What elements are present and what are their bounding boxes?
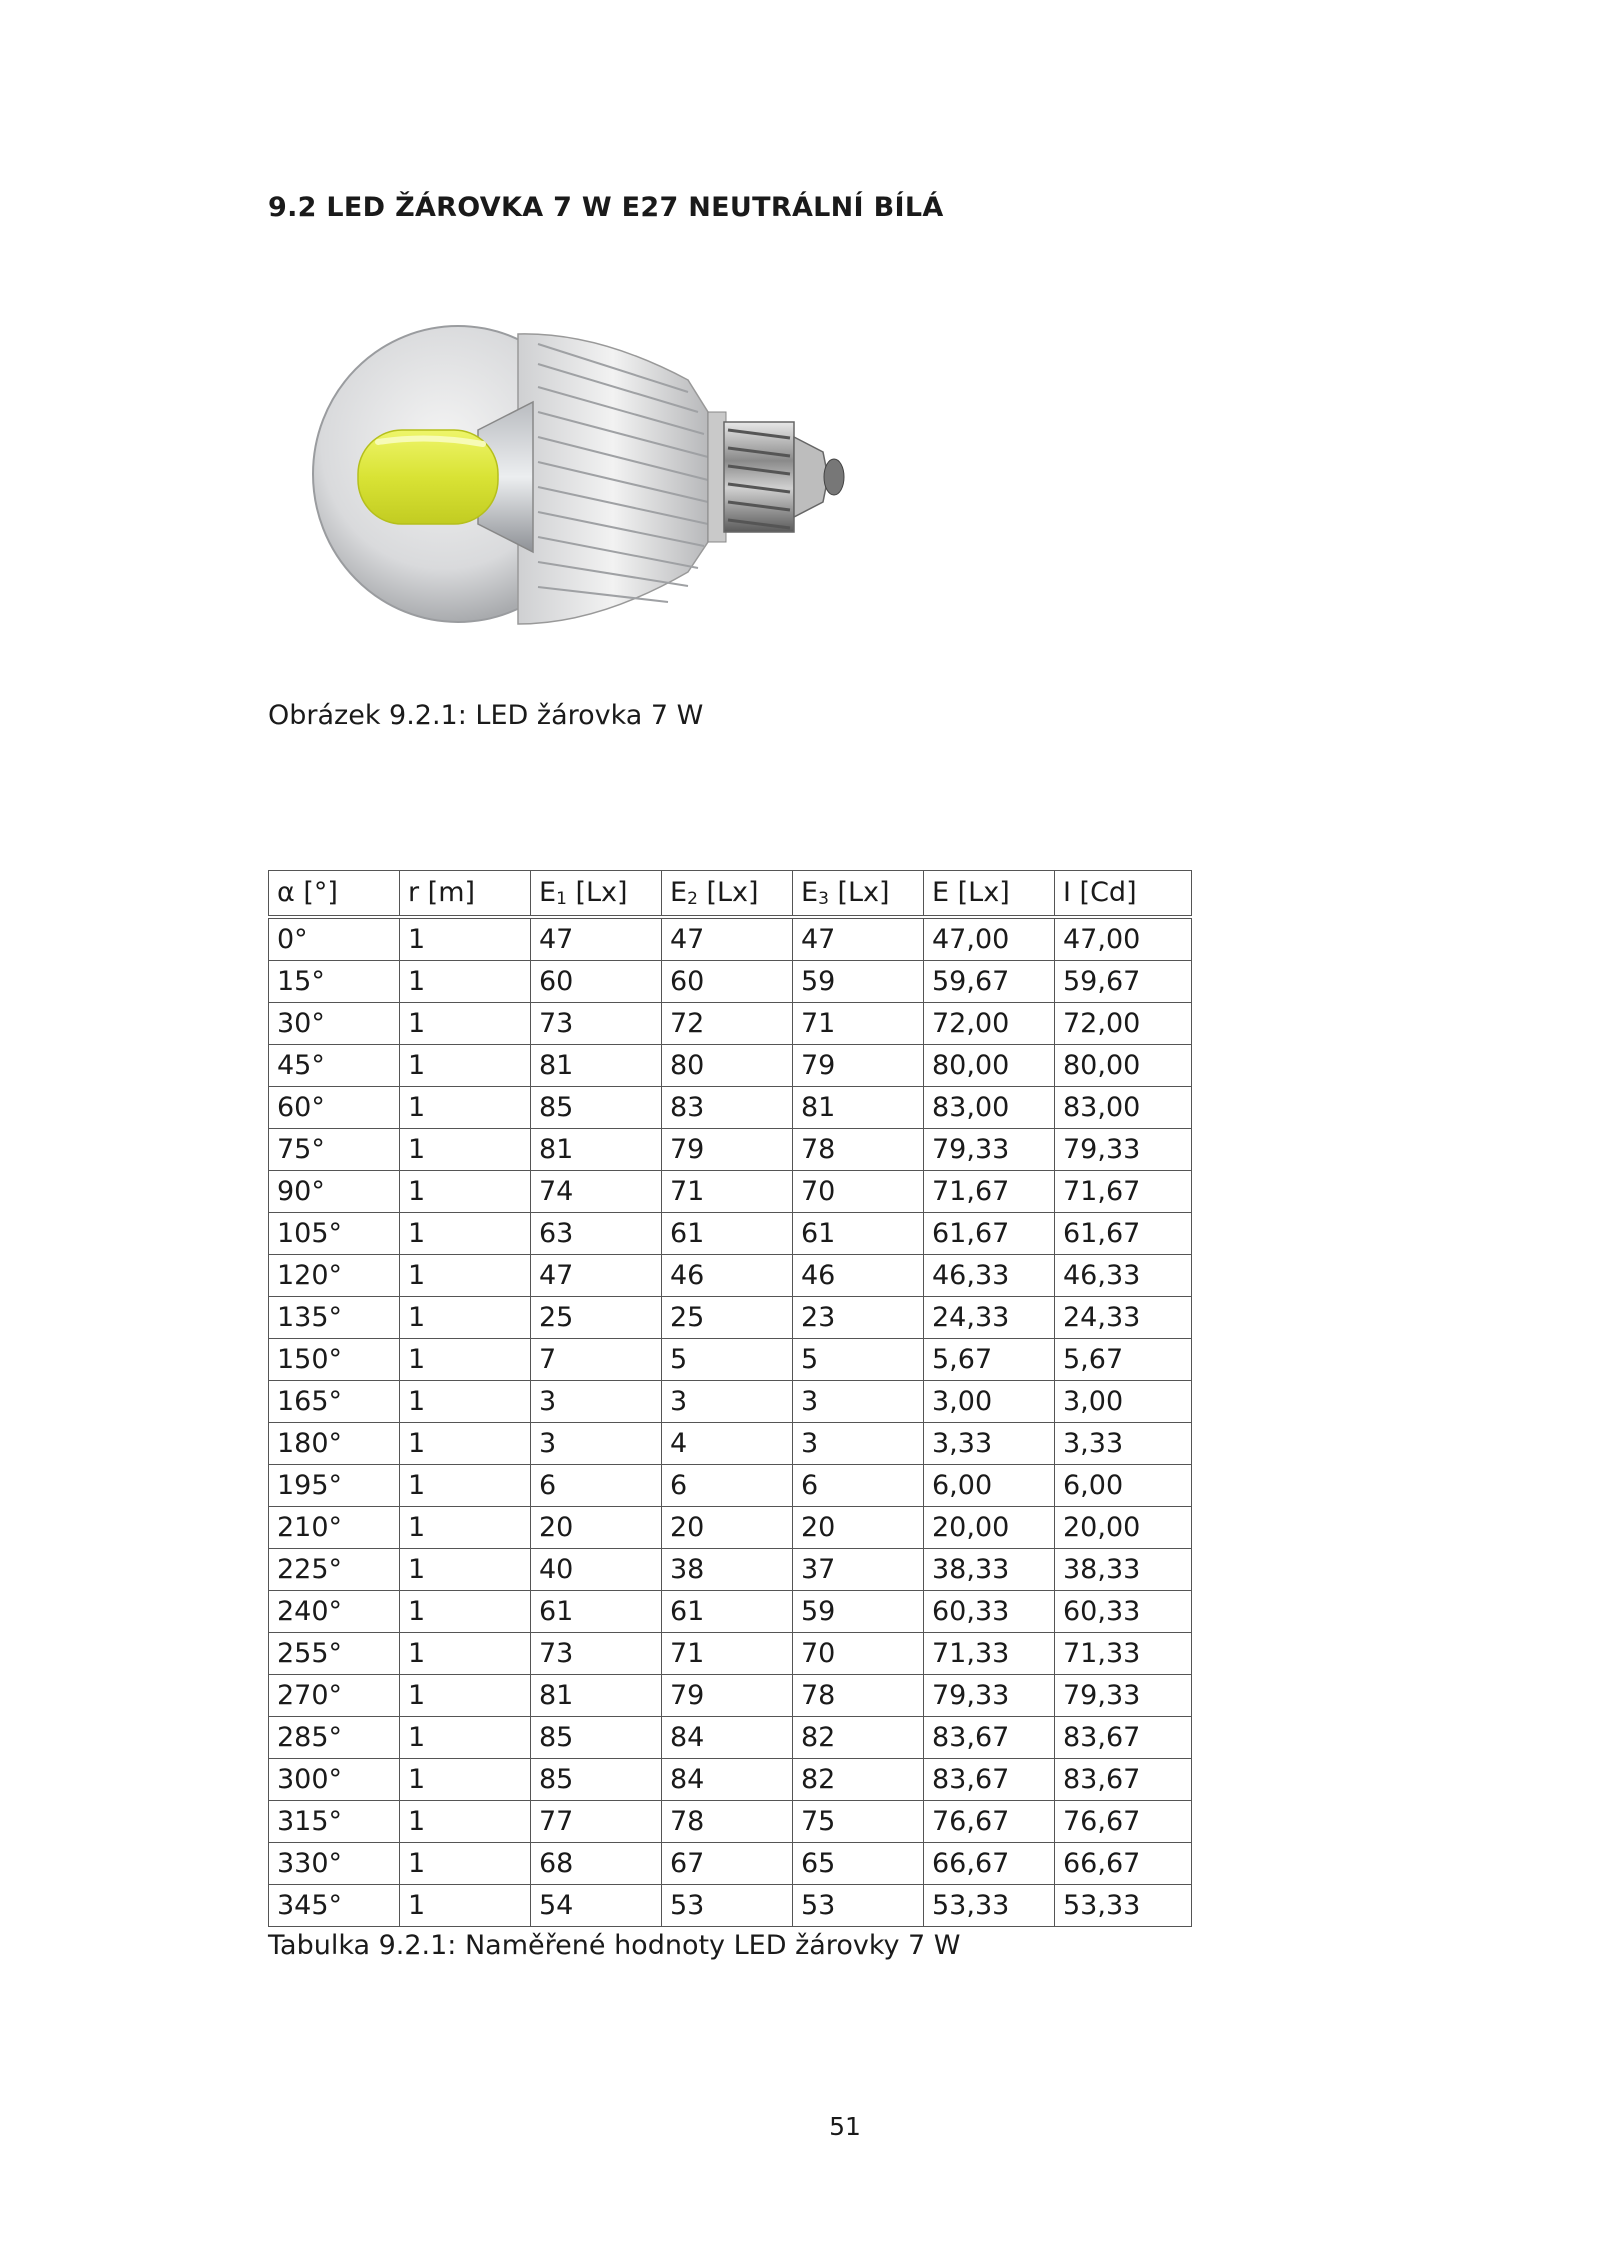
cell-e1: 74 bbox=[531, 1171, 662, 1213]
table-row bbox=[269, 1339, 1192, 1381]
cell-e: 71,33 bbox=[924, 1633, 1055, 1675]
cell-alpha: 45° bbox=[269, 1045, 400, 1087]
cell-e: 24,33 bbox=[924, 1297, 1055, 1339]
cell-e3: 82 bbox=[793, 1717, 924, 1759]
header-e2-sub: 2 bbox=[687, 889, 698, 909]
cell-alpha: 30° bbox=[269, 1003, 400, 1045]
cell-i: 83,67 bbox=[1055, 1717, 1192, 1759]
table-row bbox=[269, 1549, 1192, 1591]
cell-i: 60,33 bbox=[1055, 1591, 1192, 1633]
cell-alpha: 240° bbox=[269, 1591, 400, 1633]
header-alpha: α [°] bbox=[269, 871, 400, 918]
cell-e2: 84 bbox=[662, 1717, 793, 1759]
cell-r: 1 bbox=[400, 1465, 531, 1507]
cell-e: 38,33 bbox=[924, 1549, 1055, 1591]
cell-alpha: 285° bbox=[269, 1717, 400, 1759]
cell-alpha: 195° bbox=[269, 1465, 400, 1507]
cell-r: 1 bbox=[400, 1885, 531, 1927]
cell-e3: 65 bbox=[793, 1843, 924, 1885]
cell-e: 20,00 bbox=[924, 1507, 1055, 1549]
cell-e2: 61 bbox=[662, 1591, 793, 1633]
cell-e2: 80 bbox=[662, 1045, 793, 1087]
cell-e3: 75 bbox=[793, 1801, 924, 1843]
cell-e3: 59 bbox=[793, 1591, 924, 1633]
cell-e1: 63 bbox=[531, 1213, 662, 1255]
cell-alpha: 105° bbox=[269, 1213, 400, 1255]
cell-i: 47,00 bbox=[1055, 917, 1192, 961]
table-row bbox=[269, 1843, 1192, 1885]
cell-alpha: 330° bbox=[269, 1843, 400, 1885]
cell-e1: 54 bbox=[531, 1885, 662, 1927]
cell-e3: 61 bbox=[793, 1213, 924, 1255]
cell-i: 79,33 bbox=[1055, 1675, 1192, 1717]
cell-e: 83,67 bbox=[924, 1717, 1055, 1759]
cell-r: 1 bbox=[400, 1213, 531, 1255]
cell-i: 24,33 bbox=[1055, 1297, 1192, 1339]
cell-r: 1 bbox=[400, 1129, 531, 1171]
cell-alpha: 255° bbox=[269, 1633, 400, 1675]
cell-i: 3,00 bbox=[1055, 1381, 1192, 1423]
cell-e: 5,67 bbox=[924, 1339, 1055, 1381]
cell-alpha: 210° bbox=[269, 1507, 400, 1549]
table-row bbox=[269, 1213, 1192, 1255]
cell-i: 6,00 bbox=[1055, 1465, 1192, 1507]
cell-e2: 25 bbox=[662, 1297, 793, 1339]
cell-r: 1 bbox=[400, 1843, 531, 1885]
cell-e1: 73 bbox=[531, 1633, 662, 1675]
cell-e2: 83 bbox=[662, 1087, 793, 1129]
table-row bbox=[269, 1675, 1192, 1717]
cell-i: 5,67 bbox=[1055, 1339, 1192, 1381]
table-row bbox=[269, 1465, 1192, 1507]
table-row bbox=[269, 1381, 1192, 1423]
cell-e2: 20 bbox=[662, 1507, 793, 1549]
header-e3-sub: 3 bbox=[818, 889, 829, 909]
cell-alpha: 120° bbox=[269, 1255, 400, 1297]
table-row bbox=[269, 1885, 1192, 1927]
header-e3 bbox=[793, 871, 924, 918]
cell-e3: 70 bbox=[793, 1633, 924, 1675]
cell-e1: 7 bbox=[531, 1339, 662, 1381]
cell-alpha: 345° bbox=[269, 1885, 400, 1927]
cell-r: 1 bbox=[400, 961, 531, 1003]
cell-r: 1 bbox=[400, 1003, 531, 1045]
cell-e2: 53 bbox=[662, 1885, 793, 1927]
cell-i: 53,33 bbox=[1055, 1885, 1192, 1927]
table-row bbox=[269, 917, 1192, 961]
cell-e3: 6 bbox=[793, 1465, 924, 1507]
page-number: 51 bbox=[829, 2112, 861, 2141]
header-e3-base: E bbox=[801, 877, 819, 908]
table-row bbox=[269, 1045, 1192, 1087]
cell-alpha: 300° bbox=[269, 1759, 400, 1801]
cell-e1: 85 bbox=[531, 1717, 662, 1759]
cell-r: 1 bbox=[400, 1171, 531, 1213]
header-e1-base: E bbox=[539, 877, 557, 908]
cell-alpha: 60° bbox=[269, 1087, 400, 1129]
cell-e: 46,33 bbox=[924, 1255, 1055, 1297]
table-row bbox=[269, 961, 1192, 1003]
cell-e2: 79 bbox=[662, 1675, 793, 1717]
table-row bbox=[269, 1255, 1192, 1297]
cell-e2: 79 bbox=[662, 1129, 793, 1171]
cell-e2: 67 bbox=[662, 1843, 793, 1885]
cell-e2: 6 bbox=[662, 1465, 793, 1507]
cell-alpha: 180° bbox=[269, 1423, 400, 1465]
cell-e1: 85 bbox=[531, 1087, 662, 1129]
table-row bbox=[269, 1087, 1192, 1129]
table-row bbox=[269, 1717, 1192, 1759]
cell-i: 83,00 bbox=[1055, 1087, 1192, 1129]
header-e2-base: E bbox=[670, 877, 688, 908]
cell-e: 83,67 bbox=[924, 1759, 1055, 1801]
cell-r: 1 bbox=[400, 1633, 531, 1675]
cell-e2: 5 bbox=[662, 1339, 793, 1381]
cell-r: 1 bbox=[400, 1381, 531, 1423]
cell-alpha: 165° bbox=[269, 1381, 400, 1423]
table-row bbox=[269, 1171, 1192, 1213]
cell-e1: 47 bbox=[531, 1255, 662, 1297]
cell-e3: 20 bbox=[793, 1507, 924, 1549]
cell-e: 76,67 bbox=[924, 1801, 1055, 1843]
cell-e3: 59 bbox=[793, 961, 924, 1003]
cell-r: 1 bbox=[400, 1549, 531, 1591]
table-row bbox=[269, 1297, 1192, 1339]
table-row bbox=[269, 1003, 1192, 1045]
cell-i: 3,33 bbox=[1055, 1423, 1192, 1465]
cell-e: 71,67 bbox=[924, 1171, 1055, 1213]
cell-e1: 77 bbox=[531, 1801, 662, 1843]
cell-e: 79,33 bbox=[924, 1129, 1055, 1171]
cell-alpha: 75° bbox=[269, 1129, 400, 1171]
table-body bbox=[269, 917, 1192, 1927]
cell-e3: 3 bbox=[793, 1423, 924, 1465]
cell-e1: 81 bbox=[531, 1675, 662, 1717]
cell-e2: 72 bbox=[662, 1003, 793, 1045]
cell-e3: 78 bbox=[793, 1675, 924, 1717]
cell-e2: 78 bbox=[662, 1801, 793, 1843]
cell-alpha: 150° bbox=[269, 1339, 400, 1381]
cell-e: 47,00 bbox=[924, 917, 1055, 961]
cell-e1: 3 bbox=[531, 1381, 662, 1423]
cell-e2: 3 bbox=[662, 1381, 793, 1423]
cell-i: 80,00 bbox=[1055, 1045, 1192, 1087]
led-bulb-photo bbox=[268, 252, 868, 682]
table-header-row bbox=[269, 871, 1192, 918]
header-e: E [Lx] bbox=[924, 871, 1055, 918]
cell-r: 1 bbox=[400, 1591, 531, 1633]
cell-i: 20,00 bbox=[1055, 1507, 1192, 1549]
cell-e3: 82 bbox=[793, 1759, 924, 1801]
cell-e2: 61 bbox=[662, 1213, 793, 1255]
cell-i: 71,67 bbox=[1055, 1171, 1192, 1213]
cell-e1: 47 bbox=[531, 917, 662, 961]
cell-e2: 4 bbox=[662, 1423, 793, 1465]
cell-e3: 47 bbox=[793, 917, 924, 961]
header-e3-unit: [Lx] bbox=[828, 877, 890, 908]
table-row bbox=[269, 1759, 1192, 1801]
cell-i: 66,67 bbox=[1055, 1843, 1192, 1885]
cell-e1: 81 bbox=[531, 1045, 662, 1087]
cell-e: 66,67 bbox=[924, 1843, 1055, 1885]
table-row bbox=[269, 1129, 1192, 1171]
cell-r: 1 bbox=[400, 1255, 531, 1297]
table-row bbox=[269, 1633, 1192, 1675]
cell-r: 1 bbox=[400, 1801, 531, 1843]
cell-i: 83,67 bbox=[1055, 1759, 1192, 1801]
cell-e3: 71 bbox=[793, 1003, 924, 1045]
table-caption: Tabulka 9.2.1: Naměřené hodnoty LED žárovky 7 W bbox=[268, 1930, 961, 1961]
cell-r: 1 bbox=[400, 1675, 531, 1717]
cell-i: 71,33 bbox=[1055, 1633, 1192, 1675]
cell-e: 60,33 bbox=[924, 1591, 1055, 1633]
cell-e1: 25 bbox=[531, 1297, 662, 1339]
cell-e: 72,00 bbox=[924, 1003, 1055, 1045]
cell-e: 61,67 bbox=[924, 1213, 1055, 1255]
cell-alpha: 0° bbox=[269, 917, 400, 961]
cell-e: 83,00 bbox=[924, 1087, 1055, 1129]
cell-e2: 71 bbox=[662, 1171, 793, 1213]
header-e1 bbox=[531, 871, 662, 918]
cell-e: 6,00 bbox=[924, 1465, 1055, 1507]
table-row bbox=[269, 1507, 1192, 1549]
cell-e1: 6 bbox=[531, 1465, 662, 1507]
header-e1-unit: [Lx] bbox=[566, 877, 628, 908]
cell-e1: 20 bbox=[531, 1507, 662, 1549]
cell-alpha: 90° bbox=[269, 1171, 400, 1213]
cell-i: 76,67 bbox=[1055, 1801, 1192, 1843]
cell-e: 53,33 bbox=[924, 1885, 1055, 1927]
cell-i: 79,33 bbox=[1055, 1129, 1192, 1171]
cell-r: 1 bbox=[400, 1759, 531, 1801]
cell-e2: 84 bbox=[662, 1759, 793, 1801]
cell-e3: 5 bbox=[793, 1339, 924, 1381]
cell-r: 1 bbox=[400, 1717, 531, 1759]
table-row bbox=[269, 1591, 1192, 1633]
header-i: I [Cd] bbox=[1055, 871, 1192, 918]
cell-e1: 81 bbox=[531, 1129, 662, 1171]
cell-i: 61,67 bbox=[1055, 1213, 1192, 1255]
cell-e: 79,33 bbox=[924, 1675, 1055, 1717]
section-heading: 9.2 LED ŽÁROVKA 7 W E27 NEUTRÁLNÍ BÍLÁ bbox=[268, 192, 944, 223]
table-row bbox=[269, 1423, 1192, 1465]
cell-alpha: 270° bbox=[269, 1675, 400, 1717]
cell-e3: 79 bbox=[793, 1045, 924, 1087]
cell-alpha: 15° bbox=[269, 961, 400, 1003]
cell-e1: 3 bbox=[531, 1423, 662, 1465]
cell-e1: 73 bbox=[531, 1003, 662, 1045]
cell-e3: 23 bbox=[793, 1297, 924, 1339]
cell-i: 59,67 bbox=[1055, 961, 1192, 1003]
cell-alpha: 315° bbox=[269, 1801, 400, 1843]
cell-e1: 68 bbox=[531, 1843, 662, 1885]
cell-e3: 81 bbox=[793, 1087, 924, 1129]
header-e1-sub: 1 bbox=[556, 889, 567, 909]
header-e2-unit: [Lx] bbox=[697, 877, 759, 908]
cell-e3: 78 bbox=[793, 1129, 924, 1171]
cell-i: 38,33 bbox=[1055, 1549, 1192, 1591]
cell-alpha: 225° bbox=[269, 1549, 400, 1591]
table-row bbox=[269, 1801, 1192, 1843]
cell-e3: 53 bbox=[793, 1885, 924, 1927]
header-r: r [m] bbox=[400, 871, 531, 918]
cell-e3: 46 bbox=[793, 1255, 924, 1297]
figure-caption: Obrázek 9.2.1: LED žárovka 7 W bbox=[268, 700, 704, 731]
cell-e: 80,00 bbox=[924, 1045, 1055, 1087]
cell-e: 3,00 bbox=[924, 1381, 1055, 1423]
cell-r: 1 bbox=[400, 1339, 531, 1381]
led-bulb-icon bbox=[268, 252, 868, 682]
cell-r: 1 bbox=[400, 1087, 531, 1129]
cell-e: 59,67 bbox=[924, 961, 1055, 1003]
cell-e1: 61 bbox=[531, 1591, 662, 1633]
cell-r: 1 bbox=[400, 1507, 531, 1549]
cell-i: 46,33 bbox=[1055, 1255, 1192, 1297]
cell-e2: 71 bbox=[662, 1633, 793, 1675]
cell-e2: 60 bbox=[662, 961, 793, 1003]
cell-e1: 40 bbox=[531, 1549, 662, 1591]
cell-e2: 38 bbox=[662, 1549, 793, 1591]
cell-r: 1 bbox=[400, 1297, 531, 1339]
header-e2 bbox=[662, 871, 793, 918]
cell-e2: 46 bbox=[662, 1255, 793, 1297]
cell-r: 1 bbox=[400, 1045, 531, 1087]
cell-e3: 3 bbox=[793, 1381, 924, 1423]
cell-r: 1 bbox=[400, 917, 531, 961]
cell-e1: 85 bbox=[531, 1759, 662, 1801]
cell-e2: 47 bbox=[662, 917, 793, 961]
cell-r: 1 bbox=[400, 1423, 531, 1465]
cell-e3: 70 bbox=[793, 1171, 924, 1213]
measurement-table bbox=[268, 870, 1192, 1927]
cell-e1: 60 bbox=[531, 961, 662, 1003]
cell-e: 3,33 bbox=[924, 1423, 1055, 1465]
cell-i: 72,00 bbox=[1055, 1003, 1192, 1045]
cell-alpha: 135° bbox=[269, 1297, 400, 1339]
cell-e3: 37 bbox=[793, 1549, 924, 1591]
